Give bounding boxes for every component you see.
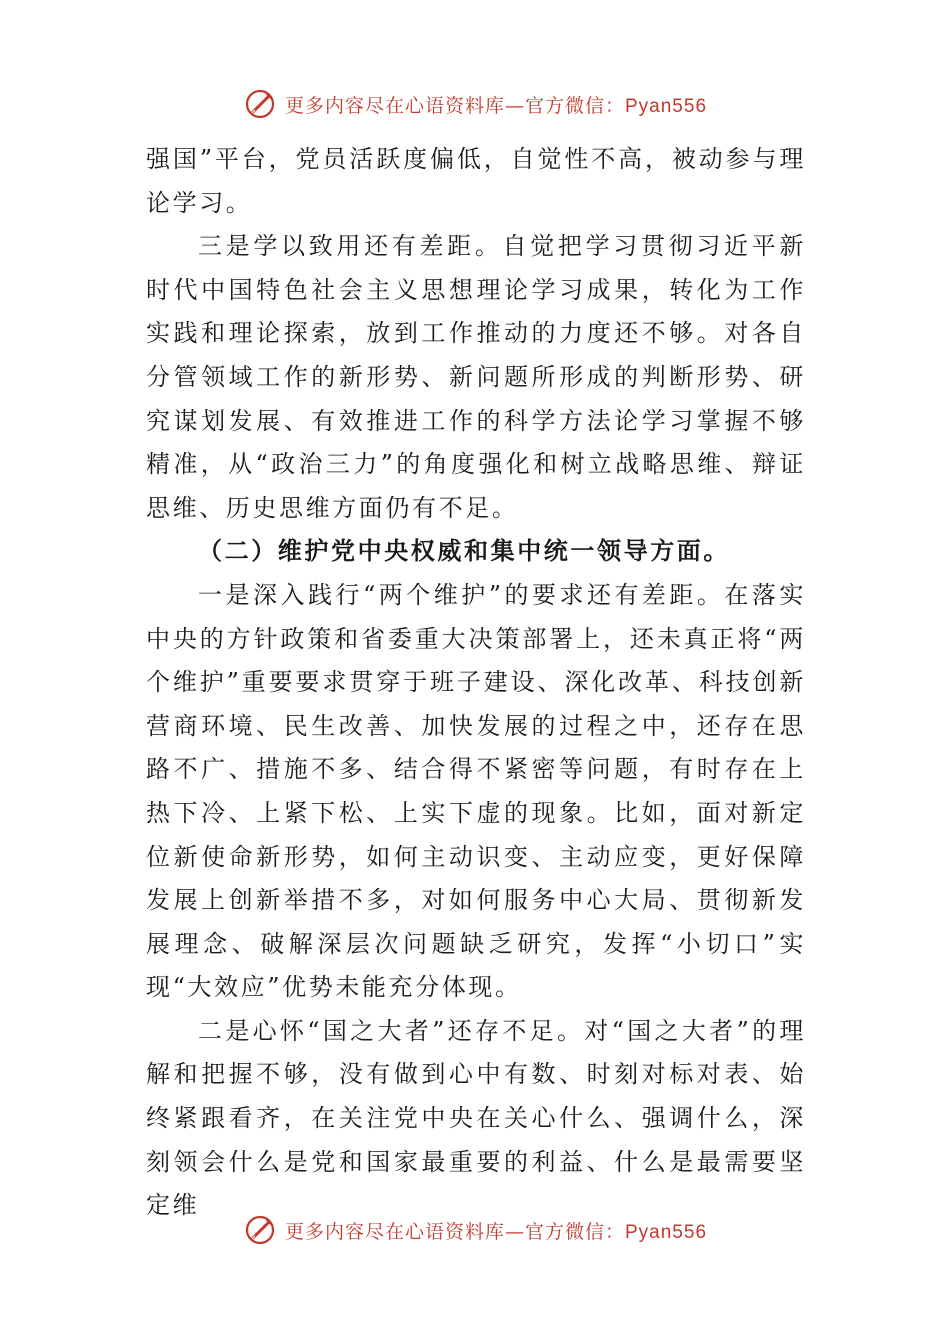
pen-circle-icon [243,86,279,122]
document-body [146,138,806,1228]
footer-banner [0,1210,950,1250]
paragraph-continuation: 强国”平台，党员活跃度偏低，自觉性不高，被动参与理论学习。 [146,145,806,217]
pen-circle-icon [243,1212,279,1248]
section-heading-2: （二）维护党中央权威和集中统一领导方面。 [198,537,730,566]
paragraph-point-two: 二是心怀“国之大者”还存不足。对“国之大者”的理解和把握不够，没有做到心中有数、时刻对标对表、始终紧跟看齐，在关注党中央在关心什么、强调什么，深刻领会什么是党和国家最重要的利益、什么是最需要坚定维 [146,1016,806,1220]
header-banner-text: 更多内容尽在心语资料库—官方微信：Pyan556 [284,94,708,117]
footer-banner-text: 更多内容尽在心语资料库—官方微信：Pyan556 [284,1220,708,1243]
paragraph-point-one: 一是深入践行“两个维护”的要求还有差距。在落实中央的方针政策和省委重大决策部署上，还未真正将“两个维护”重要要求贯穿于班子建设、深化改革、科技创新营商环境、民生改善、加快发展的过程之中，还存在思路不广、措施不多、结合得不紧密等问题，有时存在上热下冷、上紧下松、上实下虚的现象。比如，面对新定位新使命新形势，如何主动识变、主动应变，更好保障发展上创新举措不多，对如何服务中心大局、贯彻新发展理念、破解深层次问题缺乏研究，发挥“小切口”实现“大效应”优势未能充分体现。 [146,580,806,1002]
header-banner [0,84,950,124]
paragraph-point-three: 三是学以致用还有差距。自觉把学习贯彻习近平新时代中国特色社会主义思想理论学习成果，转化为工作实践和理论探索，放到工作推动的力度还不够。对各自分管领域工作的新形势、新问题所形成的判断形势、研究谋划发展、有效推进工作的科学方法论学习掌握不够精准，从“政治三力”的角度强化和树立战略思维、辩证思维、历史思维方面仍有不足。 [146,232,806,522]
